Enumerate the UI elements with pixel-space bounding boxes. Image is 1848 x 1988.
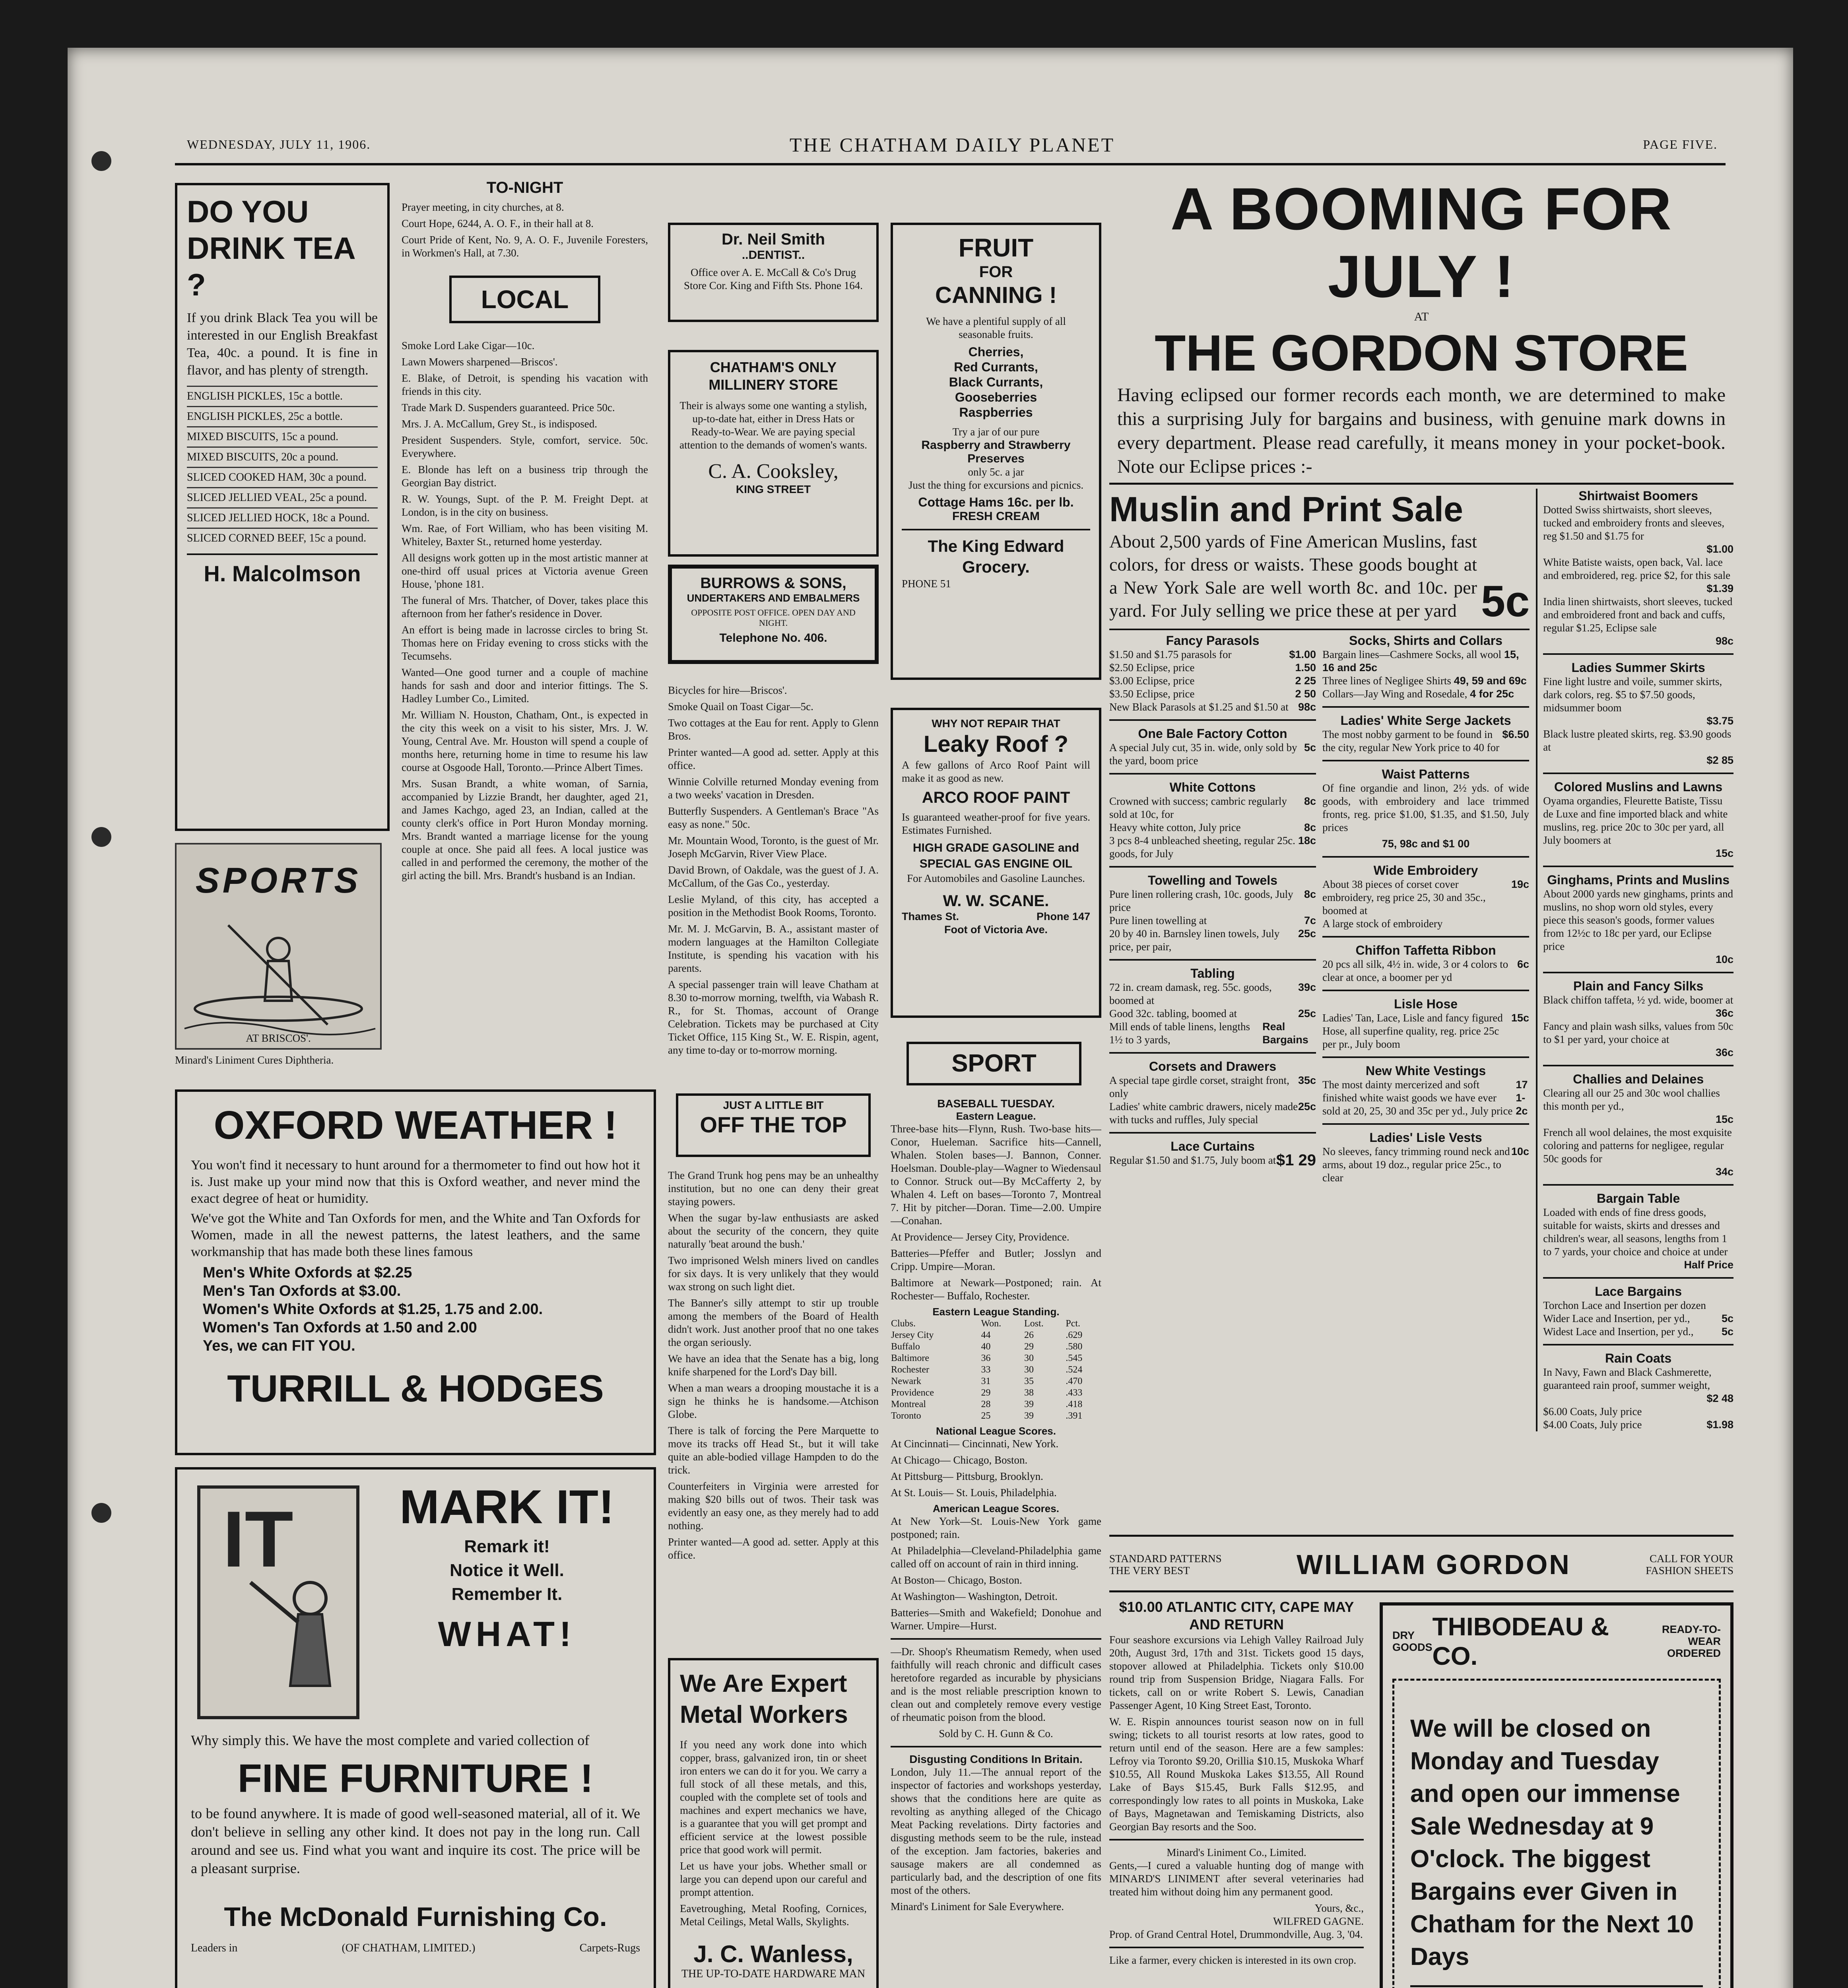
- off-top-item: There is talk of forcing the Pere Marquette to move its tracks off Head St., but it will take quite an able-bodied village Hampden to do the trick.: [668, 1425, 879, 1476]
- gordon-at: AT: [1414, 310, 1429, 323]
- local-title: LOCAL: [449, 276, 600, 323]
- mid-local-item: Butterfly Suspenders. A Gentleman's Brace "As easy as none." 50c.: [668, 805, 879, 830]
- off-top-item: When the sugar by-law enthusiasts are asked about the security of the concern, they quite naturally 'beat around the bush.': [668, 1212, 879, 1250]
- millinery-street: KING STREET: [736, 483, 811, 495]
- tea-item: SLICED JELLIED HOCK, 18c a Pound.: [187, 507, 378, 528]
- fruit-ad: [891, 223, 1101, 680]
- gordon-item: 72 in. cream damask, reg. 55c. goods, boomed at 39c: [1109, 981, 1316, 1006]
- gordon-item: Loaded with ends of fine dress goods, suitable for waists, skirts and dresses and children's wear, all seasons, lengths from 1 to 7 yards, your choice and choice at under Half Price: [1543, 1206, 1733, 1271]
- gordon-foot-left-2: THE VERY BEST: [1109, 1565, 1190, 1576]
- tea-signature: H. Malcolmson: [204, 561, 361, 586]
- oxford-headline: OXFORD WEATHER !: [214, 1103, 617, 1147]
- local-item: Mrs. Susan Brandt, a white woman, of Sarnia, accompanied by Lizzie Brandt, her daughter, aged 21, and James Kachgo, aged 23, an Indian, called at the county clerk's office in Port Huron Monday morning. Mrs. Brandt wanted a marriage license for the young couple at once. She paid all fees. A local justice was called in and performed the ceremony, the mother of the girl acting the bill. Mrs. Brandt's husband is an Indian.: [402, 778, 648, 881]
- burrows-name: BURROWS & SONS,: [700, 575, 846, 592]
- white-title: White Cottons: [1169, 780, 1256, 794]
- man-writing-icon: [191, 1479, 366, 1726]
- atlantic-column: [1109, 1598, 1364, 1988]
- sports-title: SPORTS: [195, 861, 361, 901]
- local-item: R. W. Youngs, Supt. of the P. M. Freight Dept. at London, is in the city on business.: [402, 493, 648, 518]
- gordon-item: The most dainty mercerized and soft finished white waist goods we have ever sold at 20, 25, 30 and 35c per yd., July price 17 1-2c: [1322, 1079, 1528, 1117]
- metal-body-3: Eavetroughing, Metal Roofing, Cornices, Metal Ceilings, Metal Walls, Skylights.: [680, 1903, 867, 1928]
- gordon-foot-left-1: STANDARD PATTERNS: [1109, 1553, 1222, 1565]
- burrows-trade: UNDERTAKERS AND EMBALMERS: [687, 592, 860, 604]
- tea-ad: [175, 183, 390, 831]
- mid-local-item: Two cottages at the Eau for rent. Apply to Glenn Bros.: [668, 717, 879, 742]
- tea-body: If you drink Black Tea you will be interested in our English Breakfast Tea, 40c. a pound. It is fine in flavor, and has plenty of strength.: [187, 311, 378, 378]
- gordon-item: Torchon Lace and Insertion per dozen: [1543, 1299, 1706, 1311]
- tea-item: SLICED COOKED HAM, 30c a pound.: [187, 467, 378, 487]
- roof-guarantee: Is guaranteed weather-proof for five years. Estimates Furnished.: [902, 811, 1090, 836]
- gordon-item: 20 by 40 in. Barnsley linen towels, July price, per pair, 25c: [1109, 928, 1316, 953]
- gordon-headline: A BOOMING FOR JULY !: [1170, 175, 1673, 310]
- metal-footer: THE UP-TO-DATE HARDWARE MAN: [681, 1968, 866, 1980]
- metal-body-2: Let us have your jobs. Whether small or large you can depend upon our careful and prompt attention.: [680, 1860, 867, 1898]
- furniture-mark: MARK IT!: [400, 1480, 614, 1534]
- metal-signature: J. C. Wanless,: [693, 1941, 853, 1967]
- tea-item: SLICED CORNED BEEF, 15c a pound.: [187, 528, 378, 548]
- fruit-title-1: FRUIT: [958, 233, 1034, 262]
- gordon-signature: WILLIAM GORDON: [1297, 1549, 1571, 1580]
- roof-brand: ARCO ROOF PAINT: [922, 789, 1070, 806]
- embroidery-title: Wide Embroidery: [1373, 863, 1478, 878]
- sport-note: Baltimore at Newark—Postponed; rain. At Rochester— Buffalo, Rochester.: [891, 1277, 1101, 1302]
- local-item: Wanted—One good turner and a couple of machine hands for sash and door and interior fittings. The S. Hadley Lumber Co., Limited.: [402, 666, 648, 705]
- gordon-item: Collars—Jay Wing and Rosedale, 4 for 25c: [1322, 688, 1514, 700]
- tea-item: MIXED BISCUITS, 20c a pound.: [187, 447, 378, 467]
- minard-sale: Minard's Liniment for Sale Everywhere.: [891, 1901, 1064, 1912]
- local-item: All designs work gotten up in the most artistic manner at one-third off usual prices at Victoria avenue Green House, 'phone 181.: [402, 552, 648, 590]
- mid-local-item: Leslie Myland, of this city, has accepted a position in the Methodist Book Rooms, Toronto.: [668, 893, 879, 918]
- furniture-sub3: Remember It.: [451, 1584, 563, 1604]
- table-row: Providence 29 38 .433: [891, 1388, 1083, 1398]
- sport-note: At Chicago— Chicago, Boston.: [891, 1454, 1028, 1466]
- oxford-line: Men's Tan Oxfords at $3.00.: [203, 1283, 401, 1299]
- svg-text:IT: IT: [223, 1495, 293, 1584]
- gordon-item: No sleeves, fancy trimming round neck and arms, about 19 doz., regular price 25c., to clear 10c: [1322, 1145, 1529, 1184]
- disgust-title: Disgusting Conditions In Britain.: [909, 1753, 1083, 1765]
- gordon-item: French all wool delaines, the most exquisite coloring and patterns for negligee, regular 50c goods for 34c: [1543, 1126, 1733, 1178]
- standings-header: Clubs. Won. Lost. Pct.: [891, 1318, 1081, 1329]
- gordon-store: THE GORDON STORE: [1155, 325, 1688, 382]
- furniture-body: to be found anywhere. It is made of good well-seasoned material, all of it. We don't believe in selling any other kind. It does not pay in the long run. Call around and see us. Find what you want and inquire its cost. The price will be a pleasant surprise.: [191, 1806, 640, 1876]
- off-top-header: [676, 1093, 871, 1157]
- local-item: The funeral of Mrs. Thatcher, of Dover, takes place this afternoon from her father's residence in Dover.: [402, 594, 648, 619]
- towel-title: Towelling and Towels: [1148, 873, 1277, 887]
- sport-note: At St. Louis— St. Louis, Philadelphia.: [891, 1487, 1057, 1499]
- sports-illustration: [175, 843, 382, 1050]
- table-row: Buffalo 40 29 .580: [891, 1342, 1083, 1352]
- roof-auto: For Automobiles and Gasoline Launches.: [907, 872, 1085, 884]
- roof-kicker: WHY NOT REPAIR THAT: [932, 717, 1060, 730]
- thibodeau-left-2: GOODS: [1392, 1641, 1433, 1653]
- tea-item: ENGLISH PICKLES, 25c a bottle.: [187, 406, 378, 426]
- gordon-item: Black chiffon taffeta, ½ yd. wide, boomer at 36c: [1543, 994, 1733, 1019]
- fruit-body: We have a plentiful supply of all seasonable fruits.: [926, 315, 1066, 340]
- gordon-item: Three lines of Negligee Shirts 49, 59 and 69c: [1322, 675, 1527, 687]
- sport-note: At Cincinnati— Cincinnati, New York.: [891, 1438, 1059, 1450]
- dentist-name: Dr. Neil Smith: [721, 231, 825, 248]
- gordon-subcol-a: [1109, 633, 1316, 1184]
- standings-table: [891, 1318, 1101, 1422]
- gordon-item: A special tape girdle corset, straight front, only 35c: [1109, 1074, 1316, 1099]
- local-item: E. Blonde has left on a business trip through the Georgian Bay district.: [402, 464, 648, 489]
- roof-ad: [891, 708, 1101, 1018]
- gordon-item: About 38 pieces of corset cover embroidery, reg price 25, 30 and 35c., boomed at 19c: [1322, 878, 1529, 916]
- thibodeau-name: THIBODEAU & CO.: [1432, 1612, 1609, 1670]
- minard-gagne: WILFRED GAGNE.: [1273, 1915, 1364, 1927]
- dentist-body: Office over A. E. McCall & Co's Drug Store Cor. King and Fifth Sts. Phone 164.: [683, 266, 863, 291]
- local-item: Mrs. J. A. McCallum, Grey St., is indisposed.: [402, 418, 598, 430]
- gordon-item: Clearing all our 25 and 30c wool challies this month per yd., 15c: [1543, 1087, 1733, 1125]
- tea-headline-1: DO YOU: [187, 194, 309, 229]
- lace-title: Lace Curtains: [1171, 1139, 1255, 1153]
- minard-company: Minard's Liniment Co., Limited.: [1167, 1846, 1306, 1858]
- gordon-item: Wider Lace and Insertion, per yd., 5c: [1543, 1312, 1733, 1324]
- socks-title: Socks, Shirts and Collars: [1349, 633, 1502, 648]
- mid-local-item: Mr. Mountain Wood, Toronto, is the guest of Mr. Joseph McGarvin, River View Place.: [668, 835, 879, 860]
- roof-gas: HIGH GRADE GASOLINE and SPECIAL GAS ENGINE OIL: [912, 841, 1079, 870]
- roof-foot: Foot of Victoria Ave.: [944, 924, 1048, 936]
- off-top-kicker: JUST A LITTLE BIT: [723, 1099, 824, 1111]
- burrows-body: OPPOSITE POST OFFICE. OPEN DAY AND NIGHT.: [691, 608, 856, 628]
- silks-title: Plain and Fancy Silks: [1573, 979, 1704, 993]
- gordon-item: $2.50 Eclipse, price 1.50: [1109, 662, 1316, 674]
- dentist-ad: [668, 223, 879, 322]
- fruit-try: Try a jar of our pure: [952, 426, 1040, 438]
- gordon-subcol-c: [1536, 489, 1733, 1431]
- local-item: Mr. William N. Houston, Chatham, Ont., is expected in the city this week on a visit to his sister, Mrs. J. W. Young, Central Ave. Mr. Houston will spend a couple of months here, returning home in time to resume his law course at Osgoode Hall, Toronto.—Prince Albert Times.: [402, 709, 648, 773]
- off-top-item: Printer wanted—A good ad. setter. Apply at this office.: [668, 1536, 879, 1561]
- oxford-p2: We've got the White and Tan Oxfords for men, and the White and Tan Oxfords for Women, made in all the newest patterns, the latest leathers, and the same workmanship that has made both these lines famous: [191, 1211, 640, 1259]
- gordon-foot-right-2: FASHION SHEETS: [1646, 1565, 1733, 1576]
- gordon-foot-right-1: CALL FOR YOUR: [1649, 1553, 1733, 1565]
- local-item: President Suspenders. Style, comfort, service. 50c. Everywhere.: [402, 434, 648, 459]
- fruit-jar: only 5c. a jar: [968, 466, 1024, 478]
- thibodeau-body: We will be closed on Monday and Tuesday and open our immense Sale Wednesday at 9 O'clock. The biggest Bargains ever Given in Chatham for the Next 10 Days: [1410, 1715, 1694, 1971]
- fruit-phone: PHONE 51: [902, 578, 951, 590]
- fruit-title-2: FOR: [979, 263, 1013, 281]
- standings-title: Eastern League Standing.: [932, 1306, 1060, 1318]
- thibodeau-ad: [1380, 1602, 1733, 1988]
- metal-ad: [668, 1658, 879, 1988]
- gordon-item: Oyama organdies, Fleurette Batiste, Tissu de Luxe and fine imported black and white muslins, reg. price 20c to 30c per yard, all July boomers at 15c: [1543, 795, 1733, 859]
- table-row: Newark 31 35 .470: [891, 1376, 1083, 1386]
- local-column: [402, 175, 648, 1089]
- mid-local-item: Winnie Colville returned Monday evening from a two weeks' vacation in Dresden.: [668, 776, 879, 801]
- mid-local-item: Printer wanted—A good ad. setter. Apply at this office.: [668, 746, 879, 771]
- gordon-item: Pure linen towelling at 7c: [1109, 914, 1316, 926]
- local-item: Trade Mark D. Suspenders guaranteed. Price 50c.: [402, 402, 615, 414]
- millinery-title: CHATHAM'S ONLY MILLINERY STORE: [709, 359, 838, 393]
- gordon-item: Dotted Swiss shirtwaists, short sleeves, tucked and embroidery fronts and sleeves, reg $1.50 and $1.75 for $1.00: [1543, 504, 1733, 555]
- thibodeau-inner: [1392, 1679, 1721, 1988]
- gordon-item: Fine light lustre and voile, summer skirts, dark colors, reg. $5 to $7.50 goods, midsummer boom $3.75: [1543, 676, 1733, 727]
- furniture-intro: Why simply this. We have the most complete and varied collection of: [191, 1732, 590, 1748]
- furniture-sub2: Notice it Well.: [450, 1561, 564, 1580]
- sport-note: At Providence— Jersey City, Providence.: [891, 1231, 1070, 1243]
- shirtwaist-title: Shirtwaist Boomers: [1578, 489, 1698, 503]
- oxford-line: Men's White Oxfords at $2.25: [203, 1264, 412, 1281]
- farmer-note: Like a farmer, every chicken is interested in its own crop.: [1109, 1954, 1357, 1966]
- bargain-title: Bargain Table: [1597, 1191, 1680, 1206]
- sport-sub: BASEBALL TUESDAY.: [937, 1097, 1055, 1110]
- gordon-item: In Navy, Fawn and Black Cashmerette, guaranteed rain proof, summer weight, $2 48: [1543, 1366, 1733, 1404]
- gordon-item: A special July cut, 35 in. wide, only sold by the yard, boom price 5c: [1109, 742, 1316, 767]
- shoop-sold: Sold by C. H. Gunn & Co.: [939, 1728, 1053, 1740]
- fruit-item: Gooseberries: [955, 390, 1037, 404]
- sport-note: At Washington— Washington, Detroit.: [891, 1590, 1058, 1602]
- gordon-item: 3 pcs 8-4 unbleached sheeting, regular 25c. goods, for July 18c: [1109, 835, 1316, 860]
- atlantic-body: Four seashore excursions via Lehigh Valley Railroad July 20th, August 3rd, 17th and 31st. Tickets good 15 days, stopover allowed at Philadelphia. Tickets only $10.00 round trip from Suspension Bridge, Niagara Falls. For tickets, call on or write Robert S. Lewis, Canadian Passenger Agent, 10 King Street East, Toronto.: [1109, 1634, 1364, 1711]
- furniture-what: WHAT!: [438, 1614, 576, 1654]
- tea-item: MIXED BISCUITS, 15c a pound.: [187, 426, 378, 447]
- oxford-signature: TURRILL & HODGES: [227, 1367, 604, 1410]
- gordon-item: Ladies' white cambric drawers, nicely made with tucks and ruffles, July special 25c: [1109, 1101, 1316, 1126]
- binding-hole: [91, 827, 111, 847]
- national-league-title: National League Scores.: [936, 1425, 1056, 1437]
- sport-column: [891, 1097, 1101, 1988]
- fruit-item: Black Currants,: [949, 375, 1043, 389]
- muslin-title: Muslin and Print Sale: [1109, 489, 1463, 529]
- off-top-item: We have an idea that the Senate has a big, long knife sharpened for the Lord's Day bill.: [668, 1353, 879, 1378]
- sport-note: At Philadelphia—Cleveland-Philadelphia game called off on account of rain in third inning.: [891, 1545, 1101, 1570]
- burrows-ad: [668, 565, 879, 664]
- furniture-sub1: Remark it!: [464, 1537, 550, 1556]
- sport-note: At Pittsburg— Pittsburg, Brooklyn.: [891, 1470, 1043, 1482]
- corset-title: Corsets and Drawers: [1149, 1059, 1277, 1074]
- tonight-title: TO-NIGHT: [486, 179, 563, 196]
- millinery-ad: [668, 350, 879, 557]
- waist-price: 75, 98c and $1 00: [1382, 838, 1470, 850]
- rain-title: Rain Coats: [1605, 1351, 1672, 1365]
- gordon-item: India linen shirtwaists, short sleeves, tucked and embroidered front and back and cuffs, regular $1.25, Eclipse sale 98c: [1543, 596, 1733, 647]
- gordon-item: $1.50 and $1.75 parasols for $1.00: [1109, 648, 1316, 660]
- oxford-line: Women's White Oxfords at $1.25, 1.75 and 2.00.: [203, 1301, 543, 1318]
- gordon-ad: [1109, 175, 1733, 1535]
- metal-headline: We Are Expert Metal Workers: [680, 1670, 848, 1728]
- challies-title: Challies and Delaines: [1573, 1072, 1704, 1086]
- gordon-item: 20 pcs all silk, 4½ in. wide, 3 or 4 colors to clear at once, a boomer per yd 6c: [1322, 958, 1529, 983]
- mid-local-item: Bicycles for hire—Briscos'.: [668, 684, 787, 696]
- binding-hole: [91, 1503, 111, 1523]
- thibodeau-right-2: ORDERED: [1667, 1647, 1721, 1659]
- mid-locals: [668, 684, 879, 1081]
- fruit-grocery: The King Edward Grocery.: [928, 537, 1064, 576]
- tea-headline-2: DRINK TEA ?: [187, 231, 355, 302]
- tabling-title: Tabling: [1190, 966, 1235, 980]
- table-row: Jersey City 44 26 .629: [891, 1330, 1083, 1340]
- fruit-ham: Cottage Hams 16c. per lb.: [918, 495, 1074, 509]
- gordon-intro: Having eclipsed our former records each month, we are determined to make this a surprising July for bargains and business, with genuine mark downs in every department. Please read carefully, it means money in your pocket-book. Note our Eclipse prices :-: [1117, 384, 1726, 477]
- gordon-item: Heavy white cotton, July price 8c: [1109, 821, 1316, 833]
- local-item: Wm. Rae, of Fort William, who has been visiting M. Whiteley, Baxter St., returned home yesterday.: [402, 522, 648, 547]
- metal-body: If you need any work done into which copper, brass, galvanized iron, tin or sheet iron enters we can do it for you. We carry a full stock of all these metals, and this, coupled with the complete set of tools and machines and expert mechanics we have, is a guarantee that you will get prompt and efficient service at the lowest possible price that good work will permit.: [680, 1739, 867, 1856]
- furniture-footer: Leaders in (OF CHATHAM, LIMITED.) Carpets-Rugs: [191, 1942, 640, 1954]
- furniture-ad: [175, 1467, 656, 1988]
- gordon-item: Crowned with success; cambric regularly sold at 10c, for 8c: [1109, 795, 1316, 820]
- thibodeau-left-1: DRY: [1392, 1629, 1415, 1641]
- fruit-cream: FRESH CREAM: [952, 510, 1040, 523]
- thibodeau-right-1: READY-TO-WEAR: [1662, 1623, 1721, 1647]
- gordon-item: $3.50 Eclipse, price 2 50: [1109, 688, 1316, 700]
- minard-body: Gents,—I cured a valuable hunting dog of mange with MINARD'S LINIMENT after several veterinaries had treated him without doing him any permanent good.: [1109, 1860, 1364, 1898]
- skirts-title: Ladies Summer Skirts: [1571, 660, 1705, 675]
- gordon-item: $3.00 Eclipse, price 2 25: [1109, 675, 1316, 687]
- muslin-price: 5c: [1481, 577, 1530, 626]
- local-item: Lawn Mowers sharpened—Briscos'.: [402, 356, 558, 368]
- sports-caption: AT BRISCOS'.: [246, 1032, 311, 1044]
- muslin-body: About 2,500 yards of Fine American Muslins, fast colors, for dress or waists. These goods bought at a New York Sale are well worth 8c. and 10c. per yard. For July selling we price these at per yard: [1109, 531, 1477, 621]
- millinery-name: C. A. Cooksley,: [708, 460, 839, 483]
- off-top-item: When a man wears a drooping moustache it is a sign he thinks he is handsome.—Atchison Globe.: [668, 1382, 879, 1420]
- masthead-page: PAGE FIVE.: [1643, 137, 1718, 151]
- fruit-just: Just the thing for excursions and picnics.: [908, 479, 1084, 491]
- gordon-item: New Black Parasols at $1.25 and $1.50 at 98c: [1109, 701, 1316, 713]
- gordon-item: Mill ends of table linens, lengths 1½ to 3 yards, Real Bargains: [1109, 1021, 1308, 1046]
- tonight-item: Court Hope, 6244, A. O. F., in their hall at 8.: [402, 217, 594, 229]
- table-row: Rochester 33 30 .524: [891, 1365, 1083, 1375]
- furniture-headline: FINE FURNITURE !: [237, 1756, 594, 1801]
- gordon-item: The most nobby garment to be found in the city, regular New York price to 40 for $6.50: [1322, 728, 1529, 753]
- gordon-subcol-b: [1322, 633, 1529, 1184]
- table-row: Toronto 25 39 .391: [891, 1411, 1083, 1421]
- fruit-item: Raspberries: [959, 405, 1033, 419]
- sport-note: At New York—St. Louis-New York game postponed; rain.: [891, 1515, 1101, 1540]
- gordon-item: White Batiste waists, open back, Val. lace and embroidered, reg. price $2, for this sale $1.39: [1543, 556, 1733, 594]
- waist-body: Of fine organdie and linon, 2½ yds. of wide goods, with embroidery and lace trimmed fronts, reg. price $1.00, $1.35, and $1.50, July prices: [1322, 782, 1529, 833]
- fruit-item: Red Currants,: [954, 360, 1038, 374]
- masthead-rule: [175, 163, 1726, 165]
- canoe-icon: [177, 901, 380, 1037]
- mid-local-item: Mr. M. J. McGarvin, B. A., assistant master of modern languages at the Hamilton Collegiate Institute, is spending his vacation with his parents.: [668, 923, 879, 974]
- american-league-title: American League Scores.: [933, 1503, 1059, 1514]
- local-item: An effort is being made in lacrosse circles to bring St. Thomas here on Friday evening to cross sticks with the Tecumsehs.: [402, 624, 648, 662]
- gordon-item: About 2000 yards new ginghams, prints and muslins, no shop worn old styles, every piece this season's goods, former values from 12½c to 18c per yard, our Eclipse price 10c: [1543, 888, 1733, 965]
- fruit-preserve: Raspberry and Strawberry Preserves: [921, 439, 1071, 465]
- newspaper-page: [68, 48, 1793, 1988]
- waist-title: Waist Patterns: [1382, 767, 1470, 781]
- gordon-item: Widest Lace and Insertion, per yd., 5c: [1543, 1326, 1733, 1338]
- off-top-column: [668, 1169, 879, 1646]
- mid-local-item: David Brown, of Oakdale, was the guest of J. A. McCallum, of the Gas Co., yesterday.: [668, 864, 879, 889]
- furniture-signature: The McDonald Furnishing Co.: [224, 1902, 607, 1932]
- masthead-date: WEDNESDAY, JULY 11, 1906.: [187, 137, 371, 151]
- atlantic-title: $10.00 ATLANTIC CITY, CAPE MAY AND RETURN: [1119, 1599, 1354, 1633]
- gordon-item: Ladies' Tan, Lace, Lisle and fancy figured Hose, all superfine quality, reg. price 25c per pr., July boom 15c: [1322, 1012, 1529, 1050]
- gordon-item: Good 32c. tabling, boomed at 25c: [1109, 1008, 1316, 1019]
- mid-local-item: Smoke Quail on Toast Cigar—5c.: [668, 701, 813, 712]
- gordon-item: $6.00 Coats, July price: [1543, 1406, 1642, 1417]
- sport-note: Three-base hits—Flynn, Rush. Two-base hits—Conor, Hueleman. Sacrifice hits—Cannell, Whalen. Stolen bases—J. Bannon, Conner. Hoelsman. Double-play—Wagner to Wiedensaul to Connor. Struck out—By McCafferty 2, by Whalen 4. Left on bases—Toronto 7, Montreal 7. Hit by pitcher—Doran. Time—2.00. Umpire—Conahan.: [891, 1123, 1101, 1227]
- local-item: E. Blake, of Detroit, is spending his vacation with friends in this city.: [402, 372, 648, 397]
- off-top-item: The Grand Trunk hog pens may be an unhealthy institution, but no one can deny their great staying powers.: [668, 1169, 879, 1208]
- gingham-title: Ginghams, Prints and Muslins: [1547, 873, 1730, 887]
- chiffon-title: Chiffon Taffetta Ribbon: [1355, 943, 1496, 957]
- rispin-body: W. E. Rispin announces tourist season now on in full swing; tickets to all tourist resorts at low rates, good to return until end of the season. Here are a few samples: Lefroy via Toronto $9.20, Orillia $10.15, Muskoka Wharf $10.55, All Round Muskoka Lakes $13.55, All Round Lake of Bays $15.45, Burk Falls $12.95, and correspondingly low rates to all points in Muskoka, Lake of Bays, Magnetawan and Temiskaming Districts, also Georgian Bay resorts and the Soo.: [1109, 1716, 1364, 1833]
- gordon-footer: [1109, 1543, 1733, 1586]
- burrows-phone: Telephone No. 406.: [719, 631, 827, 645]
- sport-note: Batteries—Smith and Wakefield; Donohue and Warner. Umpire—Hurst.: [891, 1607, 1101, 1632]
- local-item: Smoke Lord Lake Cigar—10c.: [402, 340, 535, 351]
- oxford-ad: [175, 1089, 656, 1455]
- roof-headline: Leaky Roof ?: [923, 731, 1069, 757]
- lisle-title: Lisle Hose: [1394, 997, 1458, 1011]
- oxford-line: Yes, we can FIT YOU.: [203, 1338, 355, 1354]
- gordon-item: Fancy and plain wash silks, values from 50c to $1 per yard, your choice at 36c: [1543, 1020, 1733, 1058]
- gordon-item: Bargain lines—Cashmere Socks, all wool 15, 16 and 25c: [1322, 648, 1519, 674]
- colored-title: Colored Muslins and Lawns: [1554, 780, 1723, 794]
- gordon-item: Black lustre pleated skirts, reg. $3.90 goods at $2 85: [1543, 728, 1733, 766]
- off-top-item: Counterfeiters in Virginia were arrested for making $20 bills out of twos. Their task was evidently an easy one, as they merely had to add nothing.: [668, 1480, 879, 1532]
- roof-address: Thames St. Phone 147: [902, 911, 1090, 922]
- sport-league: Eastern League.: [956, 1110, 1036, 1122]
- fruit-item: Cherries,: [968, 345, 1024, 359]
- shoop-ad: —Dr. Shoop's Rheumatism Remedy, when used faithfully will reach chronic and difficult cases heretofore regarded as incurable by physicians and is the most reliable prescription known to clean out and completely remove every vestige of rheumatic poison from the blood.: [891, 1646, 1101, 1723]
- roof-name: W. W. SCANE.: [943, 892, 1049, 910]
- table-row: Montreal 28 39 .418: [891, 1399, 1083, 1409]
- roof-body: A few gallons of Arco Roof Paint will make it as good as new.: [902, 759, 1090, 784]
- masthead-title: THE CHATHAM DAILY PLANET: [789, 134, 1115, 156]
- tonight-item: Court Pride of Kent, No. 9, A. O. F., Juvenile Foresters, in Workmen's Hall, at 7.30.: [402, 234, 648, 259]
- millinery-body: Their is always some one wanting a stylish, up-to-date hat, either in Dress Hats or Ready-to-Wear. We are paying special attention to the demands of women's wants.: [679, 400, 868, 451]
- table-row: Baltimore 36 30 .545: [891, 1353, 1083, 1363]
- minard-address: Prop. of Grand Central Hotel, Drummondville, Aug. 3, '04.: [1109, 1928, 1363, 1940]
- sport-title: SPORT: [907, 1042, 1081, 1085]
- off-top-item: Two imprisoned Welsh miners lived on candles for six days. It is very unlikely that they would wax strong on such light diet.: [668, 1254, 879, 1293]
- parasols-title: Fancy Parasols: [1166, 633, 1260, 648]
- tea-item: SLICED JELLIED VEAL, 25c a pound.: [187, 487, 378, 507]
- minards-note: Minard's Liniment Cures Diphtheria.: [175, 1054, 334, 1066]
- sport-note: Batteries—Pfeffer and Butler; Josslyn and Cripp. Umpire—Moran.: [891, 1247, 1101, 1272]
- off-top-title: OFF THE TOP: [700, 1112, 847, 1137]
- lacebargain-title: Lace Bargains: [1595, 1284, 1682, 1299]
- gordon-item: A large stock of embroidery: [1322, 918, 1443, 930]
- gordon-item: $4.00 Coats, July price $1.98: [1543, 1419, 1733, 1431]
- sport-note: At Boston— Chicago, Boston.: [891, 1574, 1022, 1586]
- vesting-title: New White Vestings: [1365, 1064, 1486, 1078]
- gordon-item: Regular $1.50 and $1.75, July boom at $1 29: [1109, 1151, 1316, 1169]
- dentist-title: ..DENTIST..: [742, 248, 805, 262]
- binding-hole: [91, 151, 111, 171]
- tea-item: ENGLISH PICKLES, 15c a bottle.: [187, 386, 378, 406]
- tonight-item: Prayer meeting, in city churches, at 8.: [402, 201, 564, 213]
- oxford-line: Women's Tan Oxfords at 1.50 and 2.00: [203, 1319, 477, 1336]
- vests-title: Ladies' Lisle Vests: [1369, 1130, 1482, 1145]
- serge-title: Ladies' White Serge Jackets: [1340, 713, 1511, 728]
- off-top-item: The Banner's silly attempt to stir up trouble among the members of the Board of Health didn't work. Just another proof that no one takes the organ seriously.: [668, 1297, 879, 1348]
- oxford-p1: You won't find it necessary to hunt around for a thermometer to find out how hot it is. Just make up your mind now that this is Oxford weather, and never mind the exact degree of heat or humidity.: [191, 1158, 640, 1206]
- tea-item-list: [187, 386, 378, 548]
- disgust-body: London, July 11.—The annual report of the inspector of factories and workshops yesterday, shows that the conditions here are quite as revolting as anything alleged of the Chicago Meat Packing revelations. Dirty factories and disgusting methods seem to be the rule, instead of the exception. Jam factories, bakeries and sausage makers are all condemned as particularly bad, and the description of one fits most of the others.: [891, 1766, 1101, 1896]
- cotton-title: One Bale Factory Cotton: [1138, 726, 1287, 741]
- mid-local-item: A special passenger train will leave Chatham at 8.30 to-morrow morning, twelfth, via Wabash R. R., for St. Thomas, account of Orange Celebration. Tickets may be purchased at City Ticket Office, 115 King St., W. E. Rispin, agent, any time to-day or to-morrow morning.: [668, 978, 879, 1056]
- minard-yours: Yours, &c.,: [1314, 1902, 1364, 1914]
- masthead: [187, 133, 1718, 157]
- gordon-item: Pure linen rollering crash, 10c. goods, July price 8c: [1109, 888, 1316, 913]
- fruit-title-3: CANNING !: [935, 282, 1057, 308]
